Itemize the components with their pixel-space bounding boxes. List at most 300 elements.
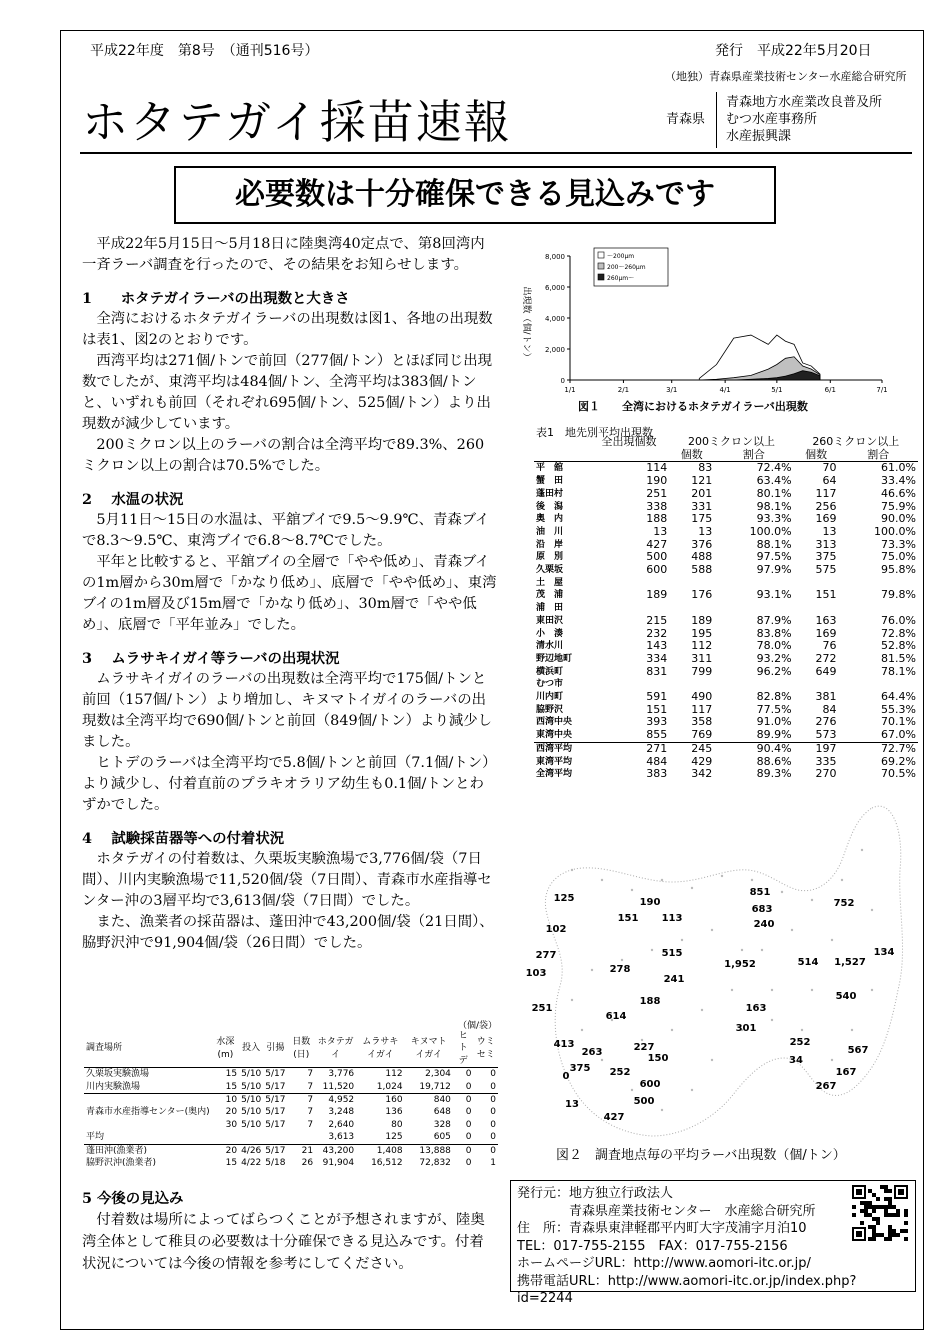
- table1-cell: 75.0%: [881, 550, 916, 564]
- table2-location: [84, 1094, 212, 1107]
- table2-cell: 0: [465, 1158, 472, 1169]
- table1-cell: 189: [646, 588, 668, 602]
- table1-location: 久栗坂: [536, 565, 564, 576]
- table1-row: [534, 539, 918, 552]
- table1-cell: 76: [822, 639, 837, 653]
- table2-location: 蓬田沖(漁業者): [84, 1144, 212, 1157]
- section-3-para-2: ヒトデのラーバは全湾平均で5.8個/トンと前回（7.1個/トン）より減少し、付着直前のプラキオラリア幼生も0.1個/トンとわずかでした。: [82, 755, 497, 813]
- map-survey-dot: [761, 949, 763, 951]
- chart-x-tick-label: 3/1: [666, 386, 678, 394]
- table2-cell: 125: [385, 1132, 403, 1143]
- table1-cell: 151: [646, 702, 668, 716]
- table1-cell: 215: [646, 613, 668, 627]
- chart-x-tick-label: 4/1: [719, 386, 731, 394]
- table1-cell: [839, 602, 918, 615]
- map-station-value: 278: [609, 964, 631, 975]
- table1-cell: 176: [691, 588, 713, 602]
- table1-cell: 375: [815, 550, 837, 564]
- table1-location: 沿 岸: [536, 539, 564, 550]
- table1-cell: 488: [691, 550, 713, 564]
- qr-code-icon: [850, 1183, 910, 1243]
- table1-row: [534, 488, 918, 501]
- table2-cell: 15: [225, 1158, 238, 1169]
- chart-ylabel: 出現数（個/トン）: [521, 286, 531, 362]
- table2-cell: 648: [433, 1107, 451, 1118]
- table1-cell: 189: [691, 613, 713, 627]
- table2-header-cell: ウミセミ: [476, 1037, 495, 1060]
- table1-cell: 169: [815, 512, 837, 526]
- map-station-value: 188: [639, 996, 661, 1007]
- table2-cell: 30: [225, 1119, 238, 1130]
- table1-cell: [669, 602, 714, 615]
- table2-cell: 2,640: [328, 1119, 355, 1130]
- section-2-heading: 2 水温の状況: [82, 491, 184, 508]
- map-survey-dot: [801, 1029, 803, 1031]
- chart-x-tick-label: 5/1: [771, 386, 783, 394]
- map-station-value: 240: [753, 919, 775, 930]
- table2-cell: 0: [465, 1119, 472, 1130]
- table1-cell: 13: [698, 524, 713, 538]
- table2-cell: 0: [490, 1107, 496, 1118]
- map-survey-dot: [591, 969, 593, 971]
- section-1-para-1: 全湾におけるホタテガイラーバの出現数は図1、各地の出現数は表1、図2のとおりです。: [82, 311, 493, 348]
- table2-cell: 20: [212, 1144, 239, 1157]
- figure1-caption: 図１ 全湾におけるホタテガイラーバ出現数: [578, 400, 808, 413]
- table1-sub-header-cell: 割合: [867, 447, 890, 461]
- map-survey-dot: [851, 1029, 853, 1031]
- table1-location: 野辺地町: [536, 653, 573, 664]
- map-survey-dot: [831, 939, 833, 941]
- table2-unit: （個/袋）: [458, 1021, 498, 1031]
- table1-cell: 256: [815, 499, 837, 513]
- agency-divider: [716, 92, 717, 148]
- map-station-value: 151: [617, 913, 639, 924]
- section-1-heading: 1 ホタテガイラーバの出現数と大きさ: [82, 290, 350, 307]
- prefecture: 青森県: [666, 112, 706, 127]
- table1-cell: 331: [691, 499, 713, 513]
- table1-cell: [794, 602, 839, 615]
- section-3-para-1: ムラサキイガイのラーバの出現数は全湾平均で175個/トンと前回（157個/トン）より増加し、キヌマトイガイのラーバの出現数は全湾平均で690個/トンと前回（849個/トン）より減少しました。: [82, 671, 493, 750]
- legend-label: 260μm～: [607, 275, 635, 282]
- table2-cell: 0: [465, 1132, 472, 1143]
- table2-header-cell: ヒトデ: [458, 1031, 468, 1066]
- table1-cell: 70: [794, 462, 839, 475]
- map-station-value: 227: [633, 1042, 655, 1053]
- table2-cell: 4,952: [315, 1094, 356, 1107]
- figure2-caption: 図２ 調査地点毎の平均ラーバ出現数（個/トン）: [556, 1148, 846, 1163]
- table2-header-cell: 日数(日): [292, 1037, 311, 1060]
- section-4-para-2: また、漁業者の採苗器は、蓬田沖で43,200個/袋（21日間）、脇野沢沖で91,904個/袋（26日間）でした。: [82, 914, 494, 951]
- table2-cell: 13,888: [405, 1144, 453, 1157]
- table1-cell: 270: [815, 767, 837, 781]
- table1-cell: 87.9%: [756, 613, 792, 627]
- table1-row: [534, 666, 918, 679]
- table1-cell: 169: [815, 626, 837, 640]
- table1-row: [534, 653, 918, 666]
- map-station-value: 252: [789, 1037, 811, 1048]
- map-station-value: 263: [581, 1047, 603, 1058]
- map-survey-dot: [831, 1059, 833, 1061]
- table2-row: [84, 1106, 498, 1118]
- table1-cell: 63.4%: [756, 474, 792, 488]
- map-station-value: 251: [531, 1003, 553, 1014]
- table1-row: [534, 551, 918, 564]
- map-station-value: 267: [815, 1081, 837, 1092]
- map-survey-dot: [691, 1089, 693, 1091]
- footer-line-1: 発行元：地方独立行政法人: [517, 1186, 674, 1201]
- table2-cell: 91,904: [322, 1158, 355, 1169]
- section-5-para-1: 付着数は場所によってばらつくことが予想されますが、陸奥湾全体として稚貝の必要数は十分確保できる見込みです。付着状況については今後の情報を参考にしてください。: [82, 1212, 485, 1272]
- table1-cell: 588: [691, 563, 713, 577]
- chart-x-tick-label: 7/1: [876, 386, 888, 394]
- table2-cell: [212, 1131, 239, 1144]
- intro-paragraph: 平成22年5月15日～5月18日に陸奥湾40定点で、第8回湾内一斉ラーバ調査を行ったので、その結果をお知らせします。: [82, 236, 485, 273]
- map-survey-dot: [701, 1009, 703, 1011]
- table2-location: 青森市水産指導センター(奥内): [86, 1107, 210, 1118]
- table1-cell: 75.9%: [881, 499, 916, 513]
- table2-cell: 43,200: [315, 1144, 356, 1157]
- map-station-value: 103: [525, 968, 547, 979]
- table1-title: 表1 地先別平均出現数: [536, 426, 653, 439]
- table1-cell: 117: [691, 702, 713, 716]
- map-survey-dot: [681, 939, 683, 941]
- map-station-value: 500: [633, 1096, 655, 1107]
- table2-cell: 7: [288, 1068, 316, 1081]
- table2-cell: 7: [307, 1119, 314, 1130]
- table1-cell: 190: [646, 474, 668, 488]
- table1-cell: 90.4%: [714, 742, 793, 755]
- table1-cell: 272: [815, 651, 837, 665]
- section-1-para-3: 200ミクロン以上のラーバの割合は全湾平均で89.3%、260ミクロン以上の割合は70.5%でした。: [82, 437, 485, 474]
- agency-list: [726, 94, 882, 145]
- table1-cell: 97.9%: [756, 563, 792, 577]
- page-title: ホタテガイ採苗速報: [82, 95, 512, 149]
- table1-cell: 484: [646, 754, 668, 768]
- table1-row: [534, 564, 918, 577]
- table2-cell: 5/17: [265, 1119, 286, 1130]
- table2-cell: 5/10: [241, 1069, 262, 1080]
- table1-location: 東湾平均: [536, 756, 573, 767]
- table1-cell: 500: [646, 550, 668, 564]
- table2-cell: 3,248: [328, 1107, 355, 1118]
- table1-group-header-cell: 200ミクロン以上: [687, 435, 775, 448]
- map-survey-dot: [841, 879, 843, 881]
- footer-line-5: ホームページURL：http://www.aomori-itc.or.jp/: [517, 1256, 811, 1271]
- table1-cell: 573: [815, 728, 837, 742]
- table2-cell: 1,024: [376, 1081, 403, 1092]
- map-station-value: 0: [562, 1071, 570, 1082]
- table1-cell: 72.7%: [839, 742, 918, 755]
- table1-cell: 90.0%: [881, 512, 916, 526]
- table1-cell: 188: [646, 512, 668, 526]
- table1-cell: 195: [691, 626, 713, 640]
- table1-cell: 311: [691, 651, 713, 665]
- larvae-table: [534, 436, 918, 781]
- table1-location: 後 潟: [536, 501, 564, 512]
- table1-cell: 69.2%: [881, 754, 916, 768]
- table2-header-cell: ムラサキイガイ: [362, 1037, 399, 1060]
- map-station-value: 125: [553, 893, 575, 904]
- map-station-value: 167: [835, 1067, 857, 1078]
- table1-row: [534, 577, 918, 590]
- table1-location: 全湾平均: [536, 769, 573, 780]
- table2-header-cell: ホタテガイ: [317, 1037, 354, 1060]
- table1-row: [534, 615, 918, 628]
- table1-cell: 429: [691, 754, 713, 768]
- table1-cell: 93.1%: [756, 588, 792, 602]
- map-survey-dot: [811, 899, 813, 901]
- table1-row: [534, 729, 918, 742]
- table2-cell: 0: [490, 1132, 496, 1143]
- table1-row: [534, 768, 918, 781]
- table2-cell: 19,712: [419, 1081, 451, 1092]
- map-survey-dot: [861, 849, 863, 851]
- map-station-value: 540: [835, 991, 857, 1002]
- table2-header-cell: 調査場所: [86, 1043, 123, 1054]
- table2-cell: 1: [490, 1158, 496, 1169]
- table2-location: [84, 1119, 212, 1131]
- table2-row: [84, 1131, 498, 1144]
- map-station-value: 375: [569, 1063, 591, 1074]
- headline-banner: 必要数は十分確保できる見込みです: [174, 166, 776, 224]
- map-survey-dot: [621, 959, 623, 961]
- table1-cell: 271: [589, 742, 670, 755]
- map-survey-dot: [651, 949, 653, 951]
- section-2-para-1: 5月11日～15日の水温は、平舘ブイで9.5～9.9℃、青森ブイで8.3～9.5℃、東湾ブイで6.8～8.7℃でした。: [82, 512, 490, 549]
- table1-cell: 121: [691, 474, 713, 488]
- legend-swatch: [598, 274, 604, 280]
- table1-cell: 52.8%: [881, 639, 916, 653]
- table2-cell: 605: [433, 1132, 451, 1143]
- table1-cell: 13: [653, 524, 668, 538]
- table1-cell: 313: [815, 537, 837, 551]
- map-survey-dot: [601, 1059, 603, 1061]
- table1-cell: 575: [815, 563, 837, 577]
- table2-cell: 0: [453, 1068, 474, 1081]
- table1-cell: 799: [691, 664, 713, 678]
- map-station-value: 277: [535, 950, 557, 961]
- table1-location: 土 屋: [536, 577, 564, 588]
- map-survey-dot: [711, 929, 713, 931]
- table2-cell: 0: [453, 1144, 474, 1157]
- legend-label: ～200μm: [607, 253, 635, 260]
- table1-row: [534, 691, 918, 704]
- table2-cell: 15: [212, 1068, 239, 1081]
- table1-cell: 151: [815, 588, 837, 602]
- table1-cell: 96.2%: [756, 664, 792, 678]
- table2-header-cell: キヌマトイガイ: [410, 1037, 447, 1060]
- table1-cell: 77.5%: [756, 702, 792, 716]
- table1-cell: 831: [646, 664, 668, 678]
- map-station-value: 1,527: [834, 957, 866, 968]
- table1-row: [534, 475, 918, 488]
- table1-location: 浦 田: [536, 603, 564, 614]
- table1-cell: 88.6%: [756, 754, 792, 768]
- footer-line-3: 住 所：青森県東津軽郡平内町大字茂浦字月泊10: [517, 1221, 807, 1236]
- table1-location: 東田沢: [536, 615, 564, 626]
- table1-cell: 600: [646, 563, 668, 577]
- table2-cell: 2,304: [405, 1068, 453, 1081]
- table2-cell: 0: [465, 1081, 472, 1092]
- org-line: （地独）青森県産業技術センター水産総合研究所: [665, 70, 907, 83]
- table1-row: [534, 640, 918, 653]
- table1-cell: 83: [669, 462, 714, 475]
- table1-row: [534, 513, 918, 526]
- table1-cell: 100.0%: [749, 524, 792, 538]
- chart-y-tick-label: 2,000: [544, 346, 565, 354]
- map-station-value: 163: [745, 1003, 767, 1014]
- table1-cell: 89.3%: [756, 767, 792, 781]
- table1-location: 川内町: [536, 692, 564, 703]
- table2-cell: 72,832: [419, 1158, 451, 1169]
- map-station-value: 567: [847, 1045, 869, 1056]
- table1-cell: 591: [646, 690, 668, 704]
- table1-row: [534, 589, 918, 602]
- table2-cell: 26: [301, 1158, 314, 1169]
- table1-cell: 82.8%: [756, 690, 792, 704]
- table2-cell: 0: [490, 1119, 496, 1130]
- map-survey-dot: [721, 875, 723, 877]
- table1-location: 平 舘: [534, 462, 589, 475]
- table1-location: 油 川: [536, 526, 564, 537]
- table1-cell: 78.0%: [756, 639, 792, 653]
- map-survey-dot: [871, 989, 873, 991]
- table1-cell: 95.8%: [881, 563, 916, 577]
- map-station-value: 515: [661, 948, 683, 959]
- table2-cell: 80: [391, 1119, 403, 1130]
- table2-cell: 5/17: [265, 1107, 286, 1118]
- table2-location: 川内実験漁場: [86, 1081, 141, 1092]
- map-survey-dot: [661, 879, 663, 881]
- table1-cell: 89.9%: [756, 728, 792, 742]
- agency-2: むつ水産事務所: [726, 112, 818, 127]
- table1-cell: 855: [646, 728, 668, 742]
- table2-cell: 10: [212, 1094, 239, 1107]
- chart-y-tick-label: 8,000: [544, 253, 565, 261]
- table1-cell: 97.5%: [756, 550, 792, 564]
- map-survey-dot: [671, 1029, 673, 1031]
- table1-cell: 358: [691, 715, 713, 729]
- table1-cell: 84: [822, 702, 837, 716]
- table1-cell: 393: [646, 715, 668, 729]
- table2-header: [84, 1030, 498, 1068]
- table1-cell: 376: [691, 537, 713, 551]
- article-column: [82, 234, 498, 954]
- table2-row: [84, 1144, 498, 1157]
- table1-cell: 72.8%: [881, 626, 916, 640]
- chart-x-tick-label: 6/1: [824, 386, 836, 394]
- chart-x-tick-label: 1/1: [564, 386, 576, 394]
- table1-cell: 46.6%: [881, 486, 916, 500]
- table1-location: 脇野沢: [536, 704, 564, 715]
- table1-cell: 79.8%: [881, 588, 916, 602]
- table1-cell: 143: [646, 639, 668, 653]
- table1-cell: 335: [815, 754, 837, 768]
- map-survey-dot: [781, 891, 783, 893]
- table1-sub-header-cell: 割合: [742, 447, 765, 461]
- table2-location: 平均: [86, 1132, 105, 1143]
- table1-cell: 381: [815, 690, 837, 704]
- map-survey-dot: [641, 1039, 643, 1041]
- chart-y-tick-label: 6,000: [544, 284, 565, 292]
- table1-cell: 64: [822, 474, 837, 488]
- table1-cell: 13: [822, 524, 837, 538]
- table1-cell: 88.1%: [756, 537, 792, 551]
- bay-map: [512, 790, 920, 1142]
- table1-cell: 93.2%: [756, 651, 792, 665]
- table1-cell: 67.0%: [881, 728, 916, 742]
- table2-cell: 0: [490, 1081, 496, 1092]
- table1-location: 東湾中央: [536, 730, 573, 741]
- table2-cell: 5/17: [265, 1081, 286, 1092]
- map-station-value: 190: [639, 897, 661, 908]
- bay-outline: [545, 806, 902, 1136]
- map-station-value: 614: [605, 1011, 627, 1022]
- table1-cell: 81.5%: [881, 651, 916, 665]
- map-survey-dot: [571, 999, 573, 1001]
- table1-cell: 93.3%: [756, 512, 792, 526]
- table2-row: [84, 1081, 498, 1094]
- table1-row: [534, 742, 918, 755]
- table1-cell: 70.1%: [881, 715, 916, 729]
- table1-location: 蟹 田: [536, 476, 564, 487]
- table1-group-header: [534, 436, 918, 449]
- table2-cell: 0: [474, 1094, 498, 1107]
- table2-cell: 328: [433, 1119, 451, 1130]
- agency-1: 青森地方水産業改良普及所: [726, 95, 883, 110]
- table1-cell: 769: [691, 728, 713, 742]
- map-station-value: 413: [553, 1039, 575, 1050]
- table2-cell: 5/10: [241, 1095, 262, 1106]
- map-survey-dot: [581, 1029, 583, 1031]
- table1-cell: 100.0%: [874, 524, 916, 538]
- table1-row: [534, 526, 918, 539]
- table1-cell: 427: [646, 537, 668, 551]
- table2-row: [84, 1094, 498, 1107]
- table1-group-header-cell: 260ミクロン以上: [812, 435, 900, 448]
- table1-row: [534, 602, 918, 615]
- map-survey-dot: [791, 929, 793, 931]
- table1-cell: [714, 602, 793, 615]
- chart-y-tick-label: 0: [560, 377, 565, 385]
- table1-location: 奥 内: [536, 514, 564, 525]
- table1-cell: 64.4%: [881, 690, 916, 704]
- table1-row: [534, 501, 918, 514]
- table2-cell: [288, 1131, 316, 1144]
- table1-location: 原 別: [536, 552, 564, 563]
- table2-location: 脇野沢沖(漁業者): [86, 1158, 157, 1169]
- table1-row: [534, 716, 918, 729]
- table1-cell: [589, 602, 670, 615]
- table2-cell: 16,512: [371, 1158, 403, 1169]
- table1-cell: 197: [794, 742, 839, 755]
- map-survey-dot: [811, 989, 813, 991]
- table1-cell: 70.5%: [881, 767, 916, 781]
- map-station-value: 34: [789, 1055, 803, 1066]
- footer-line-2: 青森県産業技術センター 水産総合研究所: [517, 1203, 816, 1219]
- issue-date: 発行 平成22年5月20日: [715, 43, 872, 59]
- outlook-section: [82, 1188, 498, 1275]
- map-station-value: 752: [833, 898, 855, 909]
- table1-cell: 55.3%: [881, 702, 916, 716]
- table1-row: [534, 756, 918, 769]
- figure1-chart: [512, 244, 908, 414]
- table1-cell: 33.4%: [881, 474, 916, 488]
- table1-cell: 76.0%: [881, 613, 916, 627]
- table1-cell: 383: [646, 767, 668, 781]
- table2-row: [84, 1119, 498, 1131]
- map-station-value: 514: [797, 957, 819, 968]
